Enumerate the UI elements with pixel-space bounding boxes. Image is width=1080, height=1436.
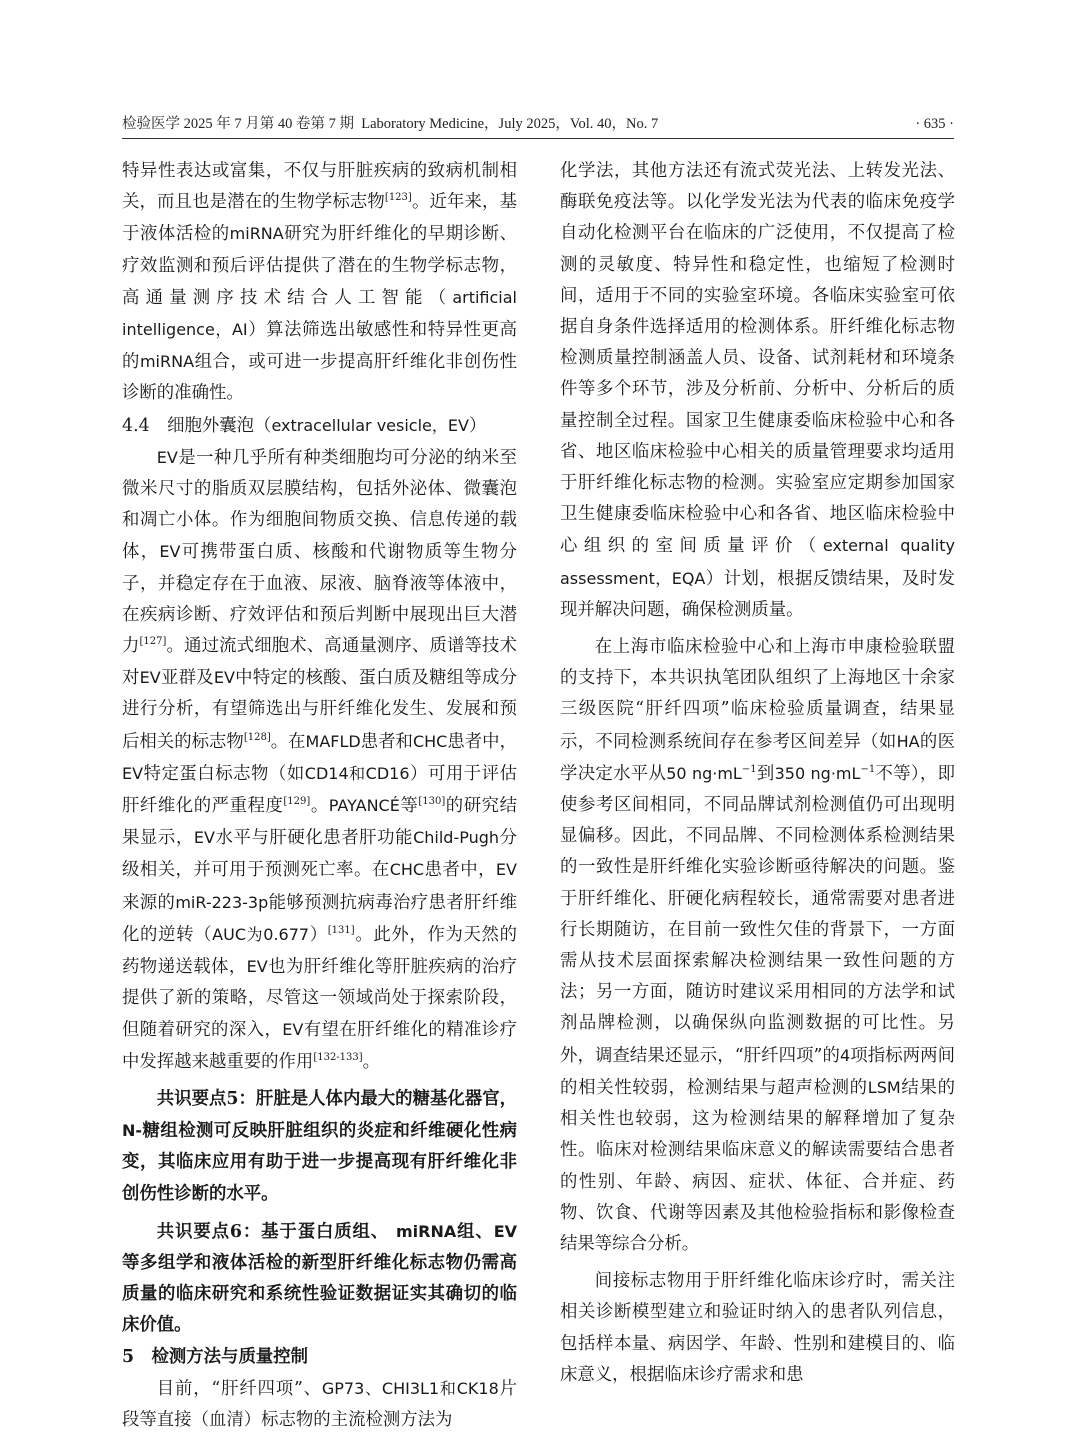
- paragraph-mirna-continued: 特异性表达或富集，不仅与肝脏疾病的致病机制相关，而且也是潜在的生物学标志物[123]。近年来，基于液体活检的miRNA研究为肝纤维化的早期诊断、疗效监测和预后评估提供了潜在的生物学标志物，高通量测序技术结合人工智能（artificial intelligence，AI）算法筛选出敏感性和特异性更高的miRNA组合，或可进一步提高肝纤维化非创伤性诊断的准确性。: [122, 161, 517, 404]
- section-heading-5: 5 检测方法与质量控制: [122, 1346, 309, 1367]
- left-column: [122, 156, 517, 1436]
- citation-130[interactable]: [130]: [418, 796, 446, 808]
- paragraph-methods: 目前，“肝纤四项”、GP73、CHI3L1和CK18片段等直接（血清）标志物的主流检测方法为: [122, 1378, 517, 1430]
- paragraph-ev: EV是一种几乎所有种类细胞均可分泌的纳米至微米尺寸的脂质双层膜结构，包括外泌体、微囊泡和凋亡小体。作为细胞间物质交换、信息传递的载体，EV可携带蛋白质、核酸和代谢物质等生物分子，并稳定存在于血液、尿液、脑脊液等体液中，在疾病诊断、疗效评估和预后判断中展现出巨大潜力[127]。通过流式细胞术、高通量测序、质谱等技术对EV亚群及EV中特定的核酸、蛋白质及糖组等成分进行分析，有望筛选出与肝纤维化发生、发展和预后相关的标志物[128]。在MAFLD患者和CHC患者中，EV特定蛋白标志物（如CD14和CD16）可用于评估肝纤维化的严重程度[129]。PAYANCÉ等[130]的研究结果显示，EV水平与肝硬化患者肝功能Child-Pugh分级相关，并可用于预测死亡率。在CHC患者中，EV来源的miR-223-3p能够预测抗病毒治疗患者肝纤维化的逆转（AUC为0.677）[131]。此外，作为天然的药物递送载体，EV也为肝纤维化等肝脏疾病的治疗提供了新的策略，尽管这一领域尚处于探索阶段，但随着研究的深入，EV有望在肝纤维化的精准诊疗中发挥越来越重要的作用[132-133]。: [122, 447, 517, 1072]
- citation-132-133[interactable]: [132-133]: [313, 1051, 363, 1063]
- citation-123[interactable]: [123]: [384, 192, 412, 204]
- citation-131[interactable]: [131]: [327, 924, 355, 936]
- section-heading-4-4: 4.4 细胞外囊泡（extracellular vesicle，EV）: [122, 415, 487, 436]
- citation-128[interactable]: [128]: [243, 731, 271, 743]
- citation-127[interactable]: [127]: [139, 636, 167, 648]
- journal-name-en: Laboratory Medicine，July 2025，Vol. 40，No. 7: [361, 116, 659, 132]
- right-column: [560, 156, 955, 1391]
- page-number: · 635 ·: [915, 116, 954, 132]
- running-header: [122, 112, 954, 133]
- journal-citation: [122, 112, 658, 133]
- paragraph-shanghai-survey: 在上海市临床检验中心和上海市申康检验联盟的支持下，本共识执笔团队组织了上海地区十余家三级医院“肝纤四项”临床检验质量调查，结果显示，不同检测系统间存在参考区间差异（如HA的医学决定水平从50 $ng\cdot mL^{-1}$到350 $ng\cdot mL^{-1}$不等），即使参考区间相同，不同品牌试剂检测值仍可出现明显偏移。因此，不同品牌、不同检测体系检测结果的一致性是肝纤维化实验诊断亟待解决的问题。鉴于肝纤维化、肝硬化病程较长，通常需要对患者进行长期随访，在目前一致性欠佳的背景下，一方面需从技术层面探索解决检测结果一致性问题的方法；另一方面，随访时建议采用相同的方法学和试剂品牌检测，以确保纵向监测数据的可比性。另外，调查结果还显示，“肝纤四项”的4项指标两两间的相关性较弱，检测结果与超声检测的LSM结果的相关性也较弱，这为检测结果的解释增加了复杂性。临床对检测结果临床意义的解读需要结合患者的性别、年龄、病因、症状、体征、合并症、药物、饮食、代谢等因素及其他检验指标和影像检查结果等综合分析。: [560, 637, 955, 1254]
- consensus-point-5: 共识要点5：肝脏是人体内最大的糖基化器官，N-糖组检测可反映肝脏组织的炎症和纤维硬化性病变，其临床应用有助于进一步提高现有肝纤维化非创伤性诊断的水平。: [122, 1088, 517, 1204]
- paragraph-indirect-markers: 间接标志物用于肝纤维化临床诊疗时，需关注相关诊断模型建立和验证时纳入的患者队列信息，包括样本量、病因学、年龄、性别和建模目的、临床意义，根据临床诊疗需求和患: [560, 1271, 955, 1385]
- journal-name-cn: 检验医学 2025 年 7 月第 40 卷第 7 期: [122, 116, 354, 132]
- header-rule: [122, 138, 954, 139]
- consensus-point-6: 共识要点6：基于蛋白质组、 miRNA组、EV等多组学和液体活检的新型肝纤维化标志物仍需高质量的临床研究和系统性验证数据证实其确切的临床价值。: [122, 1221, 517, 1336]
- citation-129[interactable]: [129]: [283, 796, 311, 808]
- paragraph-quality-control: 化学法，其他方法还有流式荧光法、上转发光法、酶联免疫法等。以化学发光法为代表的临床免疫学自动化检测平台在临床的广泛使用，不仅提高了检测的灵敏度、特异性和稳定性，也缩短了检测时间，适用于不同的实验室环境。各临床实验室可依据自身条件选择适用的检测体系。肝纤维化标志物检测质量控制涵盖人员、设备、试剂耗材和环境条件等多个环节，涉及分析前、分析中、分析后的质量控制全过程。国家卫生健康委临床检验中心和各省、地区临床检验中心相关的质量管理要求均适用于肝纤维化标志物的检测。实验室应定期参加国家卫生健康委临床检验中心和各省、地区临床检验中心组织的室间质量评价（external quality assessment，EQA）计划，根据反馈结果，及时发现并解决问题，确保检测质量。: [560, 161, 955, 620]
